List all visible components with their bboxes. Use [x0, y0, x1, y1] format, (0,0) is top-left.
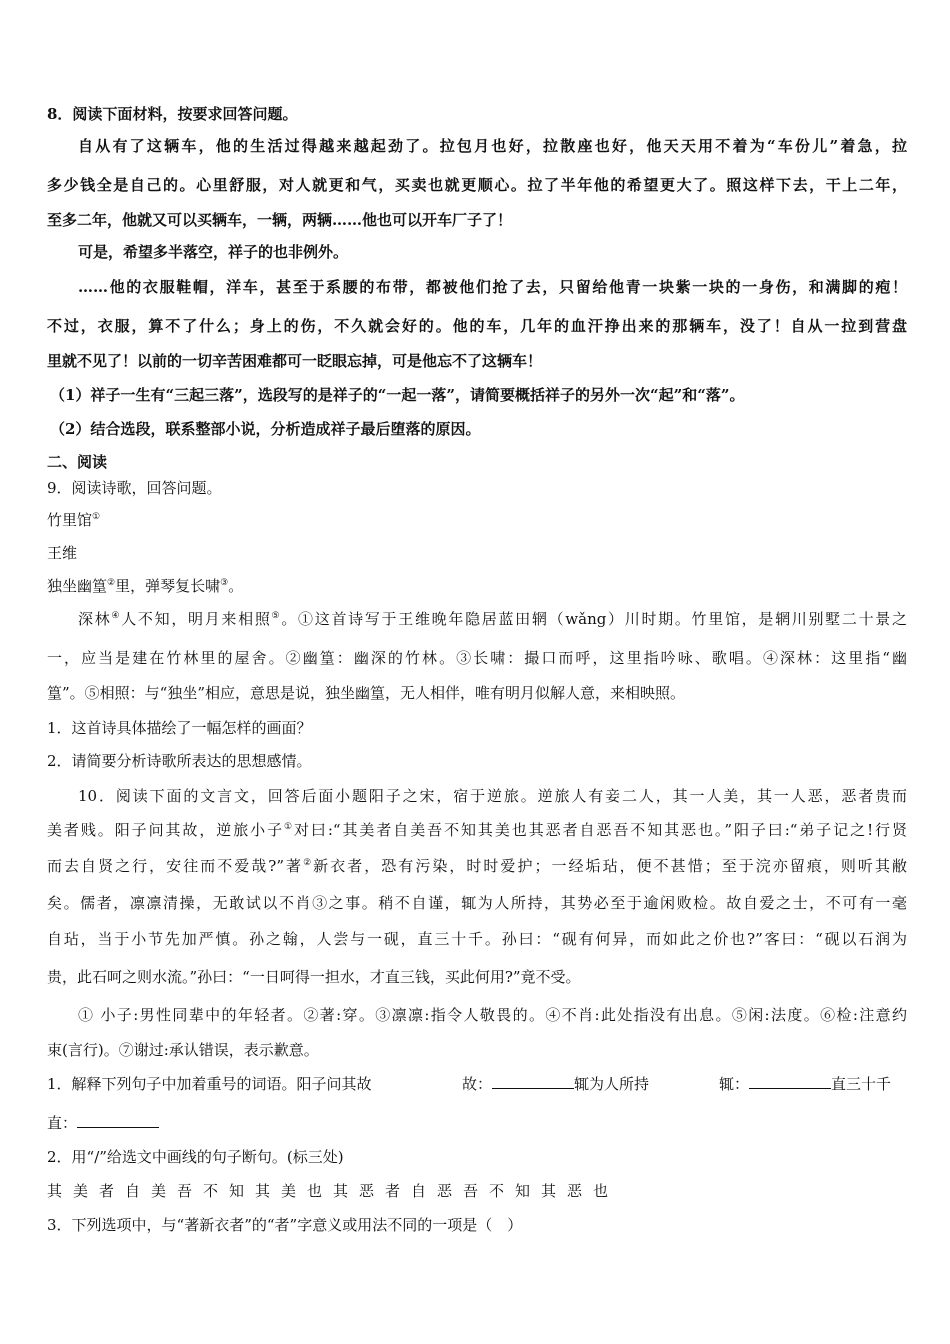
passage-text: 对曰:“其美者自美吾不知其美也其恶者自恶吾不知其恶也。”阳子曰:“弟子记之!行贤: [294, 821, 907, 839]
poem-text: 人不知，明月来相照: [121, 610, 272, 628]
q8-passage-line: 多少钱全是自己的。心里舒服，对人就更和气，买卖也就更顺心。拉了半年他的希望更大了。照这样下去，干上二年，: [47, 176, 907, 194]
answer-blank[interactable]: [492, 1074, 574, 1089]
q8-passage-line: ……他的衣服鞋帽，洋车，甚至于系腰的布带，都被他们抢了去，只留给他青一块紫一块的一身伤，和满脚的疱！: [78, 278, 907, 296]
q10-passage-line: 贵，此石呵之则水流。”孙曰：“一日呵得一担水，才直三钱，买此何用?”竟不受。: [47, 968, 581, 986]
sentence-char: 其: [255, 1182, 271, 1200]
q9-title: 9．阅读诗歌，回答问题。: [47, 479, 222, 497]
question-text: 故：: [462, 1075, 493, 1093]
q10-passage-line: [47, 820, 907, 840]
poem-title-text: 竹里馆: [47, 511, 93, 529]
q10-question-3: 3．下列选项中，与“著新衣者”的“者”字意义或用法不同的一项是（ ）: [47, 1216, 523, 1234]
sentence-char: 者: [385, 1182, 401, 1200]
q10-notes-line: 束(言行)。⑦谢过:承认错误，表示歉意。: [47, 1041, 319, 1059]
answer-blank[interactable]: [77, 1113, 159, 1128]
sentence-char: 自: [411, 1182, 427, 1200]
q10-question-1: [47, 1074, 907, 1094]
sentence-char: 其: [333, 1182, 349, 1200]
q8-passage-line: 自从有了这辆车，他的生活过得越来越起劲了。拉包月也好，拉散座也好，他天天用不着为“车份儿”着急，拉: [78, 137, 907, 155]
sentence-char: 美: [73, 1182, 89, 1200]
passage-text: 美者贱。阳子问其故，逆旅小子: [47, 821, 284, 839]
sentence-char: 美: [281, 1182, 297, 1200]
q10-passage-line: 自玷，当于小节先加严慎。孙之翰，人尝与一砚，直三十千。孙曰：“砚有何异，而如此之价也?”客曰：“砚以石润为: [47, 930, 907, 948]
poem-text: 。: [228, 577, 244, 595]
sentence-char: 自: [125, 1182, 141, 1200]
poem-text: 里，弹琴复长啸: [115, 577, 221, 595]
footnote-marker: ⑤: [271, 611, 282, 621]
sentence-char: 恶: [437, 1182, 453, 1200]
poem-notes-line: 一，应当是建在竹林里的屋舍。②幽篁：幽深的竹林。③长啸：撮口而呼，这里指吟咏、歌唱。④深林：这里指“幽: [47, 649, 907, 667]
sentence-char: 美: [151, 1182, 167, 1200]
question-text: 1．解释下列句子中加着重号的词语。阳子问其故: [47, 1075, 372, 1093]
poem-text: 。①这首诗写于王维晚年隐居蓝田辋（wǎng）川时期。竹里馆，是辋川别墅二十景之: [281, 610, 907, 628]
q10-passage-line: [47, 856, 907, 876]
sentence-char: 其: [47, 1182, 63, 1200]
q8-title: 8．阅读下面材料，按要求回答问题。: [47, 105, 298, 123]
poem-text: 深林: [78, 610, 112, 628]
question-text: 辄为人所持: [574, 1075, 650, 1093]
poem-notes-line: [78, 609, 907, 629]
sentence-char: 也: [593, 1182, 609, 1200]
sentence-char: 者: [99, 1182, 115, 1200]
footnote-marker: ③: [220, 578, 229, 588]
poem-text: 独坐幽篁: [47, 577, 108, 595]
footnote-marker: ②: [107, 578, 116, 588]
q8-subquestion-2: （2）结合选段，联系整部小说，分析造成祥子最后堕落的原因。: [50, 420, 481, 438]
passage-text: 而去自贤之行，安往而不爱哉?”著: [47, 857, 304, 875]
sentence-char: 恶: [567, 1182, 583, 1200]
sentence-char: 知: [515, 1182, 531, 1200]
q10-passage-line: 10．阅读下面的文言文，回答后面小题阳子之宋，宿于逆旅。逆旅人有妾二人，其一人美，其一人恶，恶者贵而: [78, 787, 907, 805]
footnote-marker: ①: [92, 512, 101, 522]
q8-subquestion-1: （1）祥子一生有“三起三落”，选段写的是祥子的“一起一落”，请简要概括祥子的另外一次“起”和“落”。: [50, 386, 745, 404]
question-text: 直三十千: [831, 1075, 892, 1093]
q10-passage-line: 矣。儒者，凛凛清操，无敢试以不肖③之事。稍不自谨，辄为人所持，其势必至于逾闲败检。故自爱之士，不可有一毫: [47, 894, 907, 912]
poem-title: [47, 510, 907, 530]
q8-passage-line: 不过，衣服，算不了什么；身上的伤，不久就会好的。他的车，几年的血汗挣出来的那辆车，没了！自从一拉到营盘: [47, 317, 907, 335]
poem-notes-line: 篁”。⑤相照：与“独坐”相应，意思是说，独坐幽篁，无人相伴，唯有明月似解人意，来相映照。: [47, 684, 686, 702]
poem-author: 王维: [47, 544, 78, 562]
sentence-char: 吾: [177, 1182, 193, 1200]
q10-question-1-cont: [47, 1113, 907, 1133]
poem-line: [47, 576, 907, 596]
section-heading: 二、阅读: [47, 453, 108, 471]
question-text: 直：: [47, 1114, 78, 1132]
sentence-to-punctuate: [47, 1181, 907, 1201]
footnote-marker: ④: [111, 611, 122, 621]
sentence-char: 不: [489, 1182, 505, 1200]
footnote-marker: ①: [284, 822, 294, 832]
q8-passage-line: 可是，希望多半落空，祥子的也非例外。: [78, 243, 349, 261]
q10-notes-line: ① 小子:男性同辈中的年轻者。②著:穿。③凛凛:指令人敬畏的。④不肖:此处指没有出息。⑤闲:法度。⑥检:注意约: [78, 1006, 907, 1024]
sentence-char: 知: [229, 1182, 245, 1200]
question-text: 辄：: [719, 1075, 750, 1093]
q9-question-2: 2．请简要分析诗歌所表达的思想感情。: [47, 752, 312, 770]
q8-passage-line: 至多二年，他就又可以买辆车，一辆，两辆……他也可以开车厂子了！: [47, 211, 513, 229]
footnote-marker: ②: [303, 858, 314, 868]
sentence-char: 恶: [359, 1182, 375, 1200]
q8-passage-line: 里就不见了！以前的一切辛苦困难都可一眨眼忘掉，可是他忘不了这辆车！: [47, 352, 543, 370]
q9-question-1: 1．这首诗具体描绘了一幅怎样的画面？: [47, 719, 312, 737]
sentence-char: 其: [541, 1182, 557, 1200]
answer-blank[interactable]: [749, 1074, 831, 1089]
sentence-char: 不: [203, 1182, 219, 1200]
passage-text: 新衣者，恐有污染，时时爱护；一经垢玷，便不甚惜；至于浣亦留痕，则听其敝: [313, 857, 907, 875]
sentence-char: 吾: [463, 1182, 479, 1200]
q10-question-2: 2．用“/”给选文中画线的句子断句。(标三处): [47, 1148, 344, 1166]
sentence-char: 也: [307, 1182, 323, 1200]
